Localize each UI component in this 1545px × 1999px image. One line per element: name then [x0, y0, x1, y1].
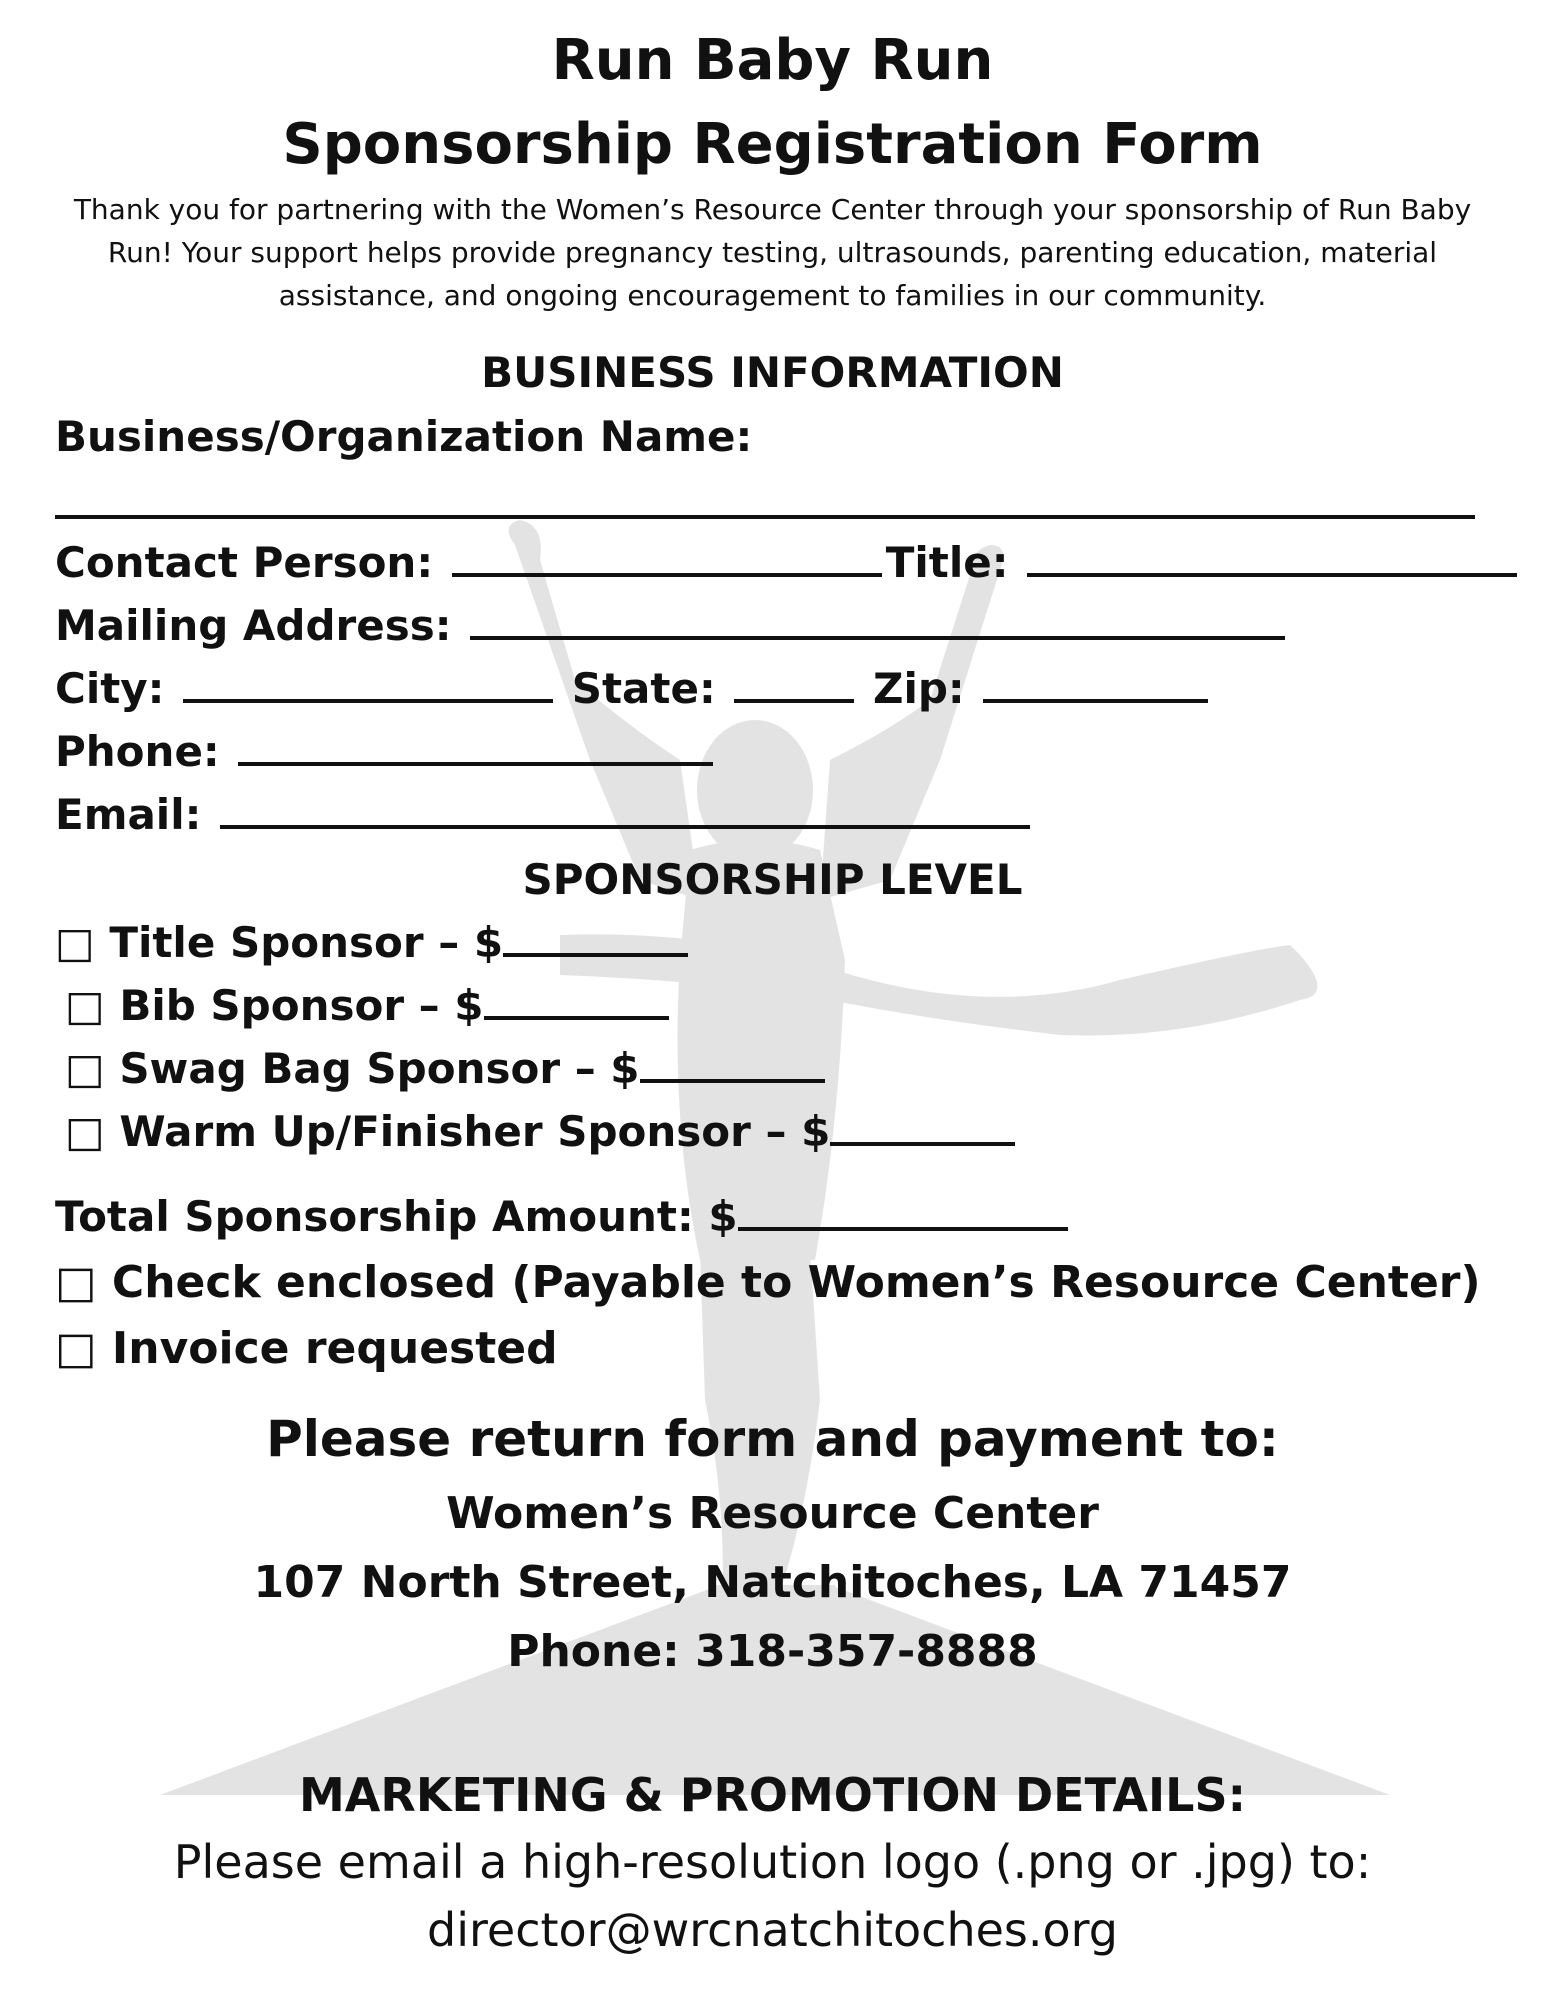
checkbox-icon[interactable]: □: [65, 1044, 105, 1093]
invoice-requested-option[interactable]: [55, 1323, 558, 1374]
business-info-heading: BUSINESS INFORMATION: [481, 348, 1064, 397]
zip-label: Zip:: [873, 664, 965, 713]
ray: [830, 1585, 1390, 1795]
level-option[interactable]: [65, 1044, 829, 1093]
intro-paragraph: Thank you for partnering with the Women’s Resource Center through your sponsorship of Run Baby Run! Your support helps provide pregnancy testing, ultrasounds, parenting education, material assistance, and ongoing encouragement to families in our community.: [73, 193, 1472, 312]
mailing-address-label: Mailing Address:: [55, 601, 452, 650]
level-amount-input[interactable]: [484, 982, 669, 1020]
marketing-email-link[interactable]: director@wrcnatchitoches.org: [427, 1903, 1118, 1957]
checkbox-icon[interactable]: □: [65, 981, 105, 1030]
level-option[interactable]: [55, 918, 692, 967]
return-org: Women’s Resource Center: [446, 1488, 1099, 1539]
form-title-line2: Sponsorship Registration Form: [282, 112, 1263, 177]
total-amount-input[interactable]: [738, 1193, 1068, 1231]
check-enclosed-label: Check enclosed (Payable to Women’s Resource Center): [111, 1257, 1481, 1308]
right-arm: [820, 545, 1003, 900]
invoice-requested-label: Invoice requested: [111, 1323, 558, 1374]
city-input[interactable]: [183, 665, 553, 703]
zip-input[interactable]: [983, 665, 1208, 703]
checkbox-icon[interactable]: □: [55, 1323, 97, 1374]
sponsorship-level-heading: SPONSORSHIP LEVEL: [522, 855, 1023, 904]
return-phone: Phone: 318-357-8888: [507, 1626, 1038, 1677]
checkbox-icon[interactable]: □: [65, 1107, 105, 1156]
city-state-zip-row: [55, 664, 1212, 713]
email-row: [55, 790, 1034, 839]
total-row: [55, 1192, 1072, 1241]
state-input[interactable]: [734, 665, 854, 703]
return-address: 107 North Street, Natchitoches, LA 71457: [253, 1557, 1292, 1608]
state-label: State:: [571, 664, 716, 713]
check-enclosed-option[interactable]: [55, 1257, 1481, 1308]
marketing-instructions: Please email a high-resolution logo (.png or .jpg) to:: [173, 1835, 1372, 1889]
phone-input[interactable]: [238, 728, 713, 766]
email-input[interactable]: [220, 791, 1030, 829]
level-option[interactable]: [65, 1107, 1019, 1156]
level-label: Bib Sponsor – $: [119, 981, 484, 1030]
phone-row: [55, 727, 717, 776]
level-label: Swag Bag Sponsor – $: [119, 1044, 640, 1093]
phone-label: Phone:: [55, 727, 220, 776]
title-input[interactable]: [1027, 539, 1517, 577]
city-label: City:: [55, 664, 165, 713]
level-amount-input[interactable]: [830, 1108, 1015, 1146]
mailing-address-input[interactable]: [470, 602, 1285, 640]
title-label: Title:: [885, 538, 1009, 587]
marketing-heading: MARKETING & PROMOTION DETAILS:: [299, 1768, 1246, 1822]
level-label: Title Sponsor – $: [109, 918, 504, 967]
ray: [160, 1585, 720, 1795]
return-heading: Please return form and payment to:: [266, 1410, 1279, 1468]
org-name-label: Business/Organization Name:: [55, 412, 753, 461]
level-label: Warm Up/Finisher Sponsor – $: [119, 1107, 831, 1156]
checkbox-icon[interactable]: □: [55, 918, 95, 967]
contact-person-input[interactable]: [452, 539, 882, 577]
contact-row: [55, 538, 1521, 587]
address-row: [55, 601, 1289, 650]
contact-person-label: Contact Person:: [55, 538, 434, 587]
checkbox-icon[interactable]: □: [55, 1257, 97, 1308]
org-name-input[interactable]: [55, 515, 1475, 519]
level-amount-input[interactable]: [503, 919, 688, 957]
email-label: Email:: [55, 790, 202, 839]
total-amount-label: Total Sponsorship Amount: $: [55, 1192, 738, 1241]
form-title-line1: Run Baby Run: [551, 28, 994, 93]
level-amount-input[interactable]: [640, 1045, 825, 1083]
level-option[interactable]: [65, 981, 673, 1030]
